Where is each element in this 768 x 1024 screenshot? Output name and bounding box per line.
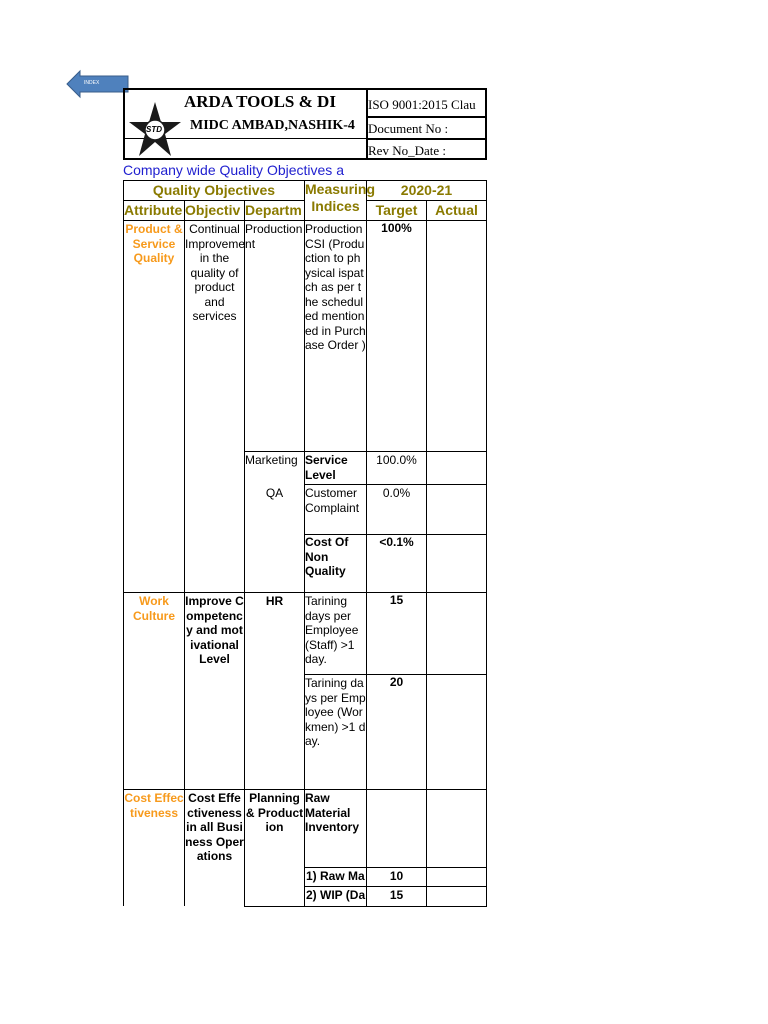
iso-clause: ISO 9001:2015 Clau [368,97,476,112]
attribute-cost-effectiveness: Cost Effectiveness [124,791,184,820]
target-customer-complaint: 0.0% [382,486,411,500]
header-year: 2020-21 [400,182,453,198]
department-planning-production: Planning & Production [245,791,304,834]
department-marketing: Marketing [245,453,298,467]
index-service-level: Service Level [305,453,348,482]
target-training-staff: 15 [389,593,404,607]
index-cost-of-non-quality: Cost Of Non Quality [305,535,349,578]
rev-no-date: Rev No_Date : [368,143,446,158]
target-cost-of-non-quality: <0.1% [379,535,414,549]
department-qa: QA [265,486,284,500]
header-attribute: Attribute [124,202,183,218]
company-name: ARDA TOOLS & DI [184,92,336,111]
objective-product-service: Continual Improvement in the quality of product and services [185,222,256,323]
index-back-button[interactable] [66,70,129,98]
document-no: Document No : [368,121,449,136]
index-training-staff: Tarining days per Employee (Staff) >1 day. [305,594,359,666]
header-quality-objectives: Quality Objectives [152,182,276,198]
objective-work-culture: Improve Competency and motivational Level [185,594,244,666]
target-raw-material: 10 [389,869,404,883]
index-wip: 2) WIP (Da [306,888,366,902]
target-production-csi: 100% [381,221,412,235]
company-address: MIDC AMBAD,NASHIK-4 [190,118,355,133]
header-department: Departm [245,202,302,218]
company-logo [128,100,183,160]
index-customer-complaint: Customer Complaint [305,486,360,515]
header-measuring-indices: Measuring Indices [305,181,376,214]
header-objective: Objectiv [185,202,241,218]
department-hr: HR [265,594,284,608]
target-wip: 15 [389,888,404,902]
attribute-product-service: Product & Service Quality [125,222,183,265]
index-label: INDEX [84,80,100,86]
target-service-level: 100.0% [376,453,417,467]
logo-text: STD [146,125,162,134]
department-production: Production [245,222,303,236]
index-raw-material: 1) Raw Ma [306,869,365,883]
attribute-work-culture: Work Culture [133,594,175,623]
target-training-workmen: 20 [389,675,404,689]
header-actual: Actual [435,202,478,218]
objective-cost-effectiveness: Cost Effectiveness in all Business Operations [185,791,244,863]
index-production-csi: Production CSI (Production to physical ispatch as per the scheduled mentioned in Purchase Order ) [305,222,366,352]
index-training-workmen: Tarining days per Employee (Workmen) >1 day. [305,676,366,748]
header-target: Target [375,202,418,218]
index-raw-material-inventory: Raw Material Inventory [305,791,360,834]
subtitle: Company wide Quality Objectives a [123,162,344,178]
